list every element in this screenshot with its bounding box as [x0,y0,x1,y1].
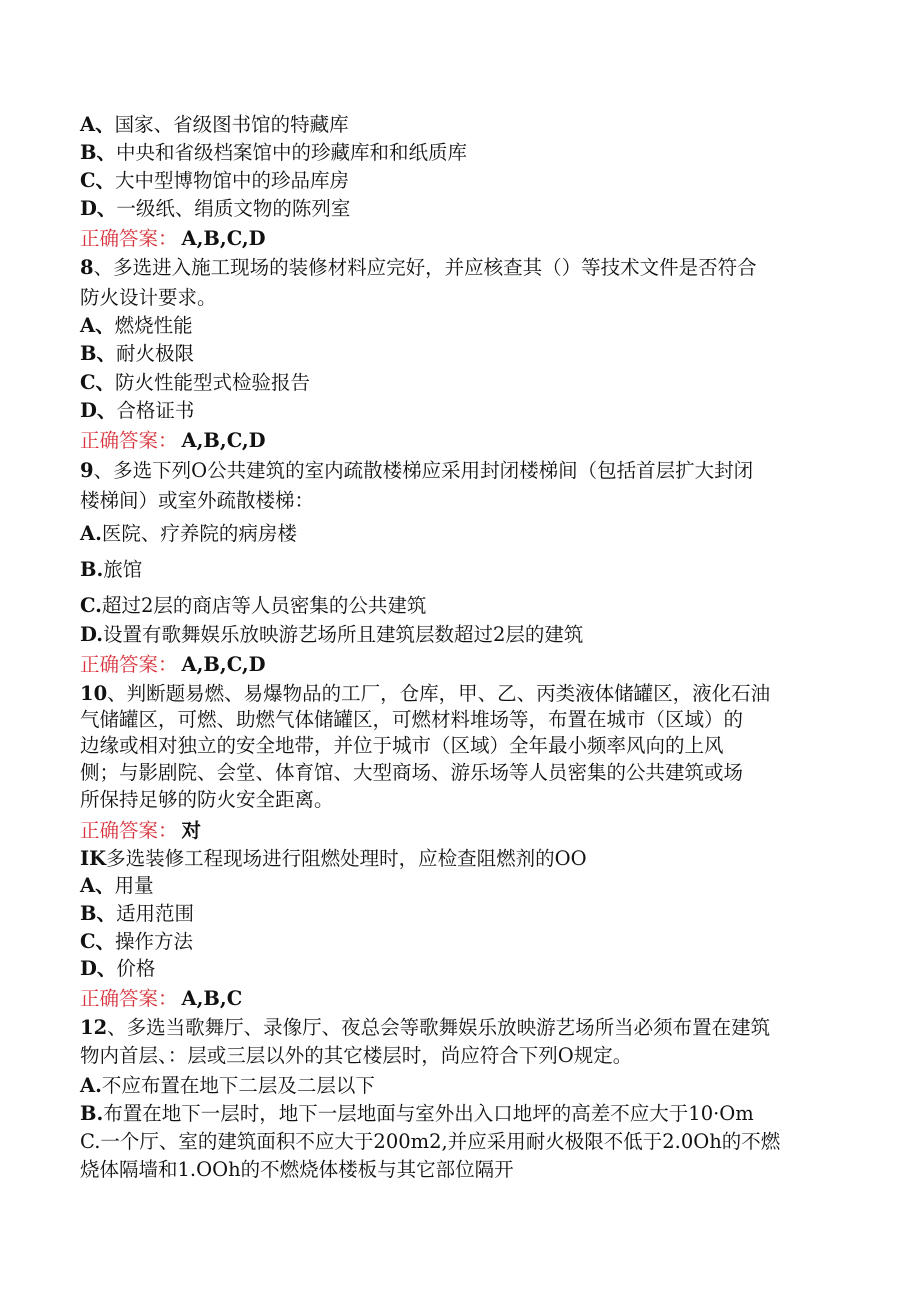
question-text: 所保持足够的防火安全距离。 [80,788,334,811]
question-text: 、判断题易燃、易爆物品的工厂，仓库，甲、乙、丙类液体储罐区，液化石油 [107,682,771,705]
answer-line [80,818,201,844]
answer-line [80,652,266,678]
option-line [80,873,154,899]
question-text: 楼梯间）或室外疏散楼梯： [80,489,315,512]
option-text: 适用范围 [115,902,194,925]
question-line [80,458,753,484]
option-key: A. [80,1074,102,1097]
question-line [80,255,757,281]
answer-label: 正确答案： [80,227,178,250]
question-line [80,285,217,311]
option-key: B、 [80,141,116,164]
option-key: B. [80,1102,104,1125]
option-line [80,140,467,166]
option-line [80,593,426,619]
option-text: 不应布置在地下二层及二层以下 [101,1074,375,1097]
option-text: 旅馆 [103,558,143,581]
question-line [80,488,314,514]
answer-value: A,B,C,D [181,653,266,676]
question-line [80,733,724,759]
option-text: 大中型博物馆中的珍品库房 [115,169,350,192]
option-line [80,1073,375,1099]
option-text: 操作方法 [115,930,194,953]
option-line [80,112,349,138]
question-number: 10 [80,682,108,705]
option-text: 设置有歌舞娱乐放映游艺场所且建筑层数超过2层的建筑 [103,623,584,646]
question-line [80,1157,514,1183]
option-line [80,929,193,955]
option-text: 合格证书 [116,399,195,422]
option-line [80,622,583,648]
question-line [80,1129,780,1155]
question-text: 、多选下列O公共建筑的室内疏散楼梯应采用封闭楼梯间（包括首层扩大封闭 [93,459,754,482]
answer-value: A,B,C,D [181,227,266,250]
question-text: 气储罐区，可燃、助燃气体储罐区，可燃材料堆场等，布置在城市（区域）的 [80,708,744,731]
option-line [80,168,349,194]
answer-value: A,B,C,D [181,429,266,452]
question-number: IK [80,847,107,870]
option-key: B、 [80,902,116,925]
option-text: 中央和省级档案馆中的珍藏库和和纸质库 [115,141,467,164]
option-line [80,196,350,222]
question-line [80,760,743,786]
option-text: 耐火极限 [115,342,194,365]
question-text: 、多选进入施工现场的装修材料应完好，并应核查其（）等技术文件是否符合 [93,256,757,279]
question-text: 侧；与影剧院、会堂、体育馆、大型商场、游乐场等人员密集的公共建筑或场 [80,761,744,784]
option-key: D、 [80,399,117,422]
option-line [80,398,194,424]
option-line [80,521,297,547]
question-text: 防火设计要求。 [80,286,217,309]
option-line [80,557,142,583]
answer-value: A,B,C [181,987,243,1010]
question-line [80,681,770,707]
option-text: 医院、疗养院的病房楼 [101,522,297,545]
question-line [80,707,743,733]
question-text: 物内首层、：层或三层以外的其它楼层时，尚应符合下列O规定。 [80,1044,633,1067]
option-key: D. [80,623,104,646]
option-line [80,370,310,396]
option-text: 用量 [114,874,154,897]
option-key: D、 [80,957,117,980]
answer-line [80,986,242,1012]
question-line [80,1015,770,1041]
option-key: C、 [80,930,116,953]
question-line [80,787,334,813]
option-text: 一级纸、绢质文物的陈列室 [116,197,351,220]
question-text: C.一个厅、室的建筑面积不应大于200m2,并应采用耐火极限不低于2.0Oh的不燃 [80,1130,781,1153]
question-line [80,846,587,872]
option-line [80,901,194,927]
option-key: C. [80,594,102,617]
answer-line [80,428,266,454]
option-text: 超过2层的商店等人员密集的公共建筑 [101,594,427,617]
option-key: D、 [80,197,117,220]
option-key: C、 [80,371,116,394]
option-key: C、 [80,169,116,192]
question-number: 8 [80,256,94,279]
question-number: 12 [80,1016,108,1039]
option-text: 燃烧性能 [114,314,193,337]
option-key: B. [80,558,104,581]
answer-label: 正确答案： [80,987,178,1010]
answer-line [80,226,266,252]
question-text: 烧体隔墙和1.OOh的不燃烧体楼板与其它部位隔开 [80,1158,514,1181]
option-key: B、 [80,342,116,365]
question-text: 多选装修工程现场进行阻燃处理时，应检查阻燃剂的OO [106,847,587,870]
option-key: A、 [80,314,115,337]
answer-label: 正确答案： [80,819,178,842]
question-text: 边缘或相对独立的安全地带，并位于城市（区域）全年最小频率风向的上风 [80,734,724,757]
option-text: 布置在地下一层时，地下一层地面与室外出入口地坪的高差不应大于10·Om [103,1102,754,1125]
option-text: 国家、省级图书馆的特藏库 [114,113,349,136]
question-line [80,1043,632,1069]
answer-label: 正确答案： [80,653,178,676]
answer-value: 对 [181,819,202,842]
option-text: 价格 [116,957,156,980]
option-key: A、 [80,113,115,136]
option-line [80,1101,754,1127]
option-key: A、 [80,874,115,897]
option-text: 防火性能型式检验报告 [115,371,311,394]
question-number: 9 [80,459,94,482]
option-line [80,956,155,982]
option-line [80,341,194,367]
option-key: A. [80,522,102,545]
answer-label: 正确答案： [80,429,178,452]
option-line [80,313,193,339]
question-text: 、多选当歌舞厅、录像厅、夜总会等歌舞娱乐放映游艺场所当必须布置在建筑 [107,1016,771,1039]
